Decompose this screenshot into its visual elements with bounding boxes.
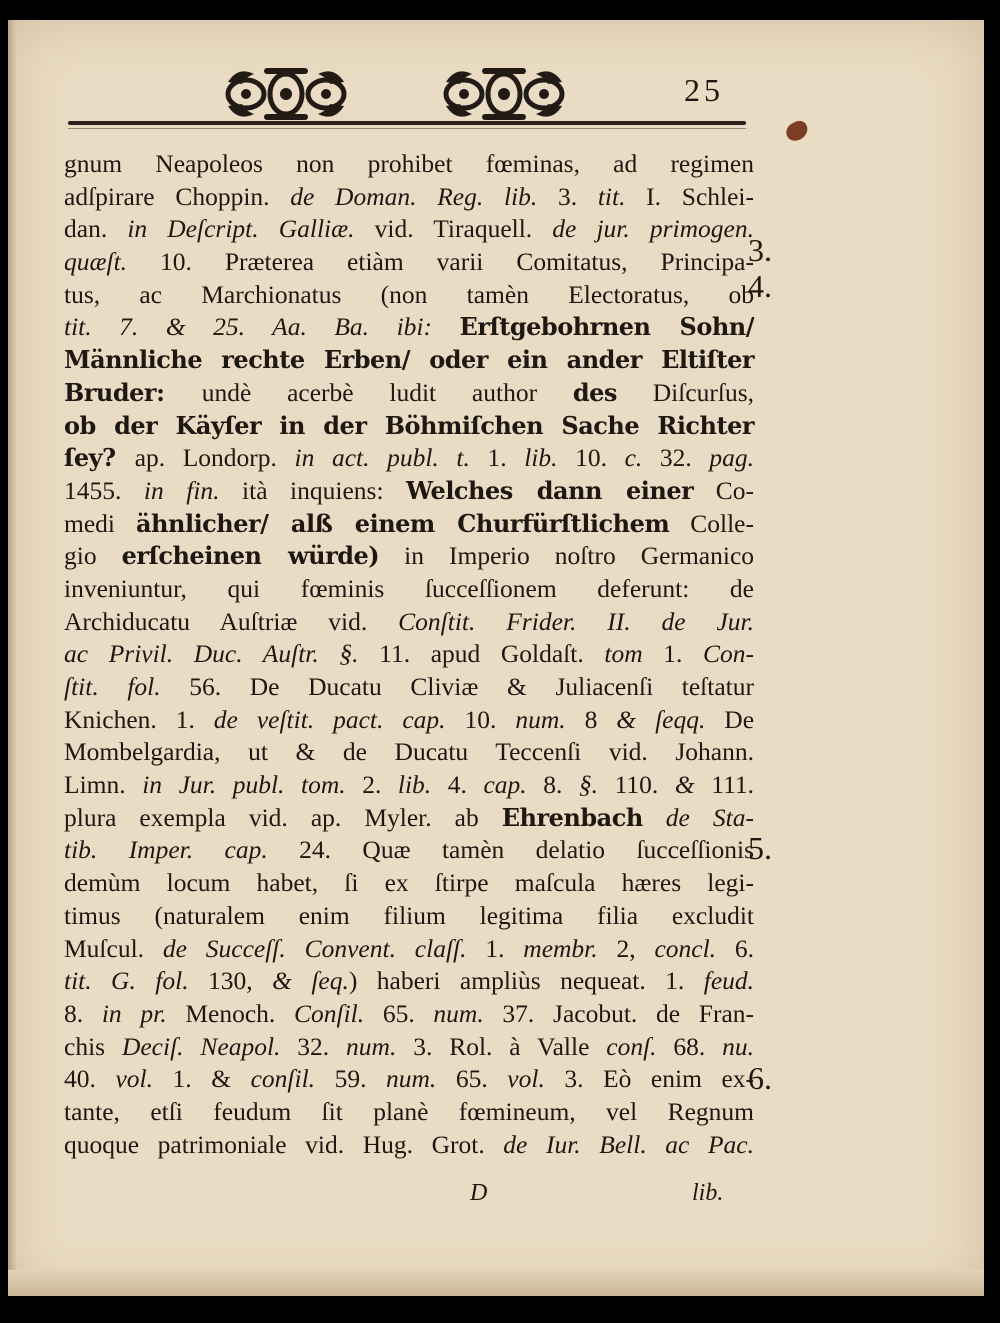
catchword: lib. <box>692 1180 724 1206</box>
text-segment: 110. <box>598 770 675 800</box>
text-segment: ità inquiens: <box>219 475 407 505</box>
text-segment: 32. <box>280 1031 347 1061</box>
text-line <box>64 802 754 835</box>
text-line <box>64 1031 754 1064</box>
text-segment: 4. <box>431 770 484 800</box>
text-segment: tante, etſi feudum ſit planè fœmineum, vel Regnum <box>64 1096 754 1126</box>
fraktur-segment: Bruder: <box>64 377 202 407</box>
italic-segment: & <box>674 770 695 800</box>
italic-segment: de Doman. Reg. lib. <box>290 181 538 211</box>
text-segment: 2, <box>597 933 655 963</box>
italic-segment: ac Privil. Duc. Auſtr. §. <box>64 639 359 669</box>
text-segment: 1. <box>642 639 703 669</box>
text-segment: 10. <box>557 443 625 473</box>
text-line <box>64 867 754 900</box>
text-segment: 1. <box>469 443 525 473</box>
text-segment: 3. Rol. à Valle <box>396 1031 607 1061</box>
text-segment: Muſcul. <box>64 933 163 963</box>
fraktur-segment: erſcheinen würde) <box>121 541 380 571</box>
text-line <box>64 933 754 966</box>
text-segment: 10. <box>445 704 516 734</box>
italic-segment: num. <box>346 1031 397 1061</box>
text-segment: 130, <box>188 966 273 996</box>
text-line <box>64 769 754 802</box>
text-line <box>64 1129 754 1162</box>
signature-mark: D <box>470 1180 488 1206</box>
book-page <box>8 20 984 1296</box>
fraktur-segment: ähnlicher/ alß einem Churfürſtlichem <box>136 508 670 538</box>
text-line <box>64 573 754 606</box>
fraktur-segment: ſey? <box>64 443 135 473</box>
text-line <box>64 540 754 573</box>
text-segment: 8 <box>565 704 617 734</box>
text-segment: 65. <box>436 1064 508 1094</box>
italic-segment: pag. <box>709 443 754 473</box>
italic-segment: in Deſcript. Galliæ. <box>127 214 355 244</box>
italic-segment: vol. <box>507 1064 545 1094</box>
ink-blot <box>783 118 811 144</box>
text-line <box>64 606 754 639</box>
italic-segment: feud. <box>703 966 755 996</box>
text-segment: 68. <box>656 1031 723 1061</box>
italic-segment: in fin. <box>143 475 220 505</box>
fraktur-segment: ob der Käyſer in der Böhmiſchen Sache Richter <box>64 410 754 440</box>
text-line <box>64 181 754 214</box>
italic-segment: conſ. <box>606 1031 657 1061</box>
text-line <box>64 736 754 769</box>
header-rule <box>68 121 746 125</box>
text-line <box>64 965 754 998</box>
italic-segment: cap. <box>483 770 527 800</box>
italic-segment: membr. <box>523 933 598 963</box>
text-segment: Colle- <box>669 508 754 538</box>
text-segment: 2. <box>345 770 398 800</box>
text-segment: 1455. <box>64 475 144 505</box>
text-line <box>64 279 754 312</box>
text-line <box>64 671 754 704</box>
italic-segment: Conſtit. Frider. II. de Jur. <box>398 606 754 636</box>
text-line <box>64 508 754 541</box>
text-line <box>64 704 754 737</box>
italic-segment: de Iur. Bell. ac Pac. <box>503 1129 754 1159</box>
body-text <box>64 148 754 1161</box>
text-line <box>64 442 754 475</box>
text-line <box>64 311 754 344</box>
text-segment: Limn. <box>64 770 143 800</box>
italic-segment: quæſt. <box>64 247 128 277</box>
text-segment: 65. <box>364 998 434 1028</box>
margin-note-3: 3. <box>748 232 772 268</box>
italic-segment: nu. <box>722 1031 755 1061</box>
text-segment: ap. Londorp. <box>134 443 295 473</box>
text-segment: 8. <box>526 770 579 800</box>
italic-segment: tom <box>604 639 643 669</box>
text-line <box>64 998 754 1031</box>
text-segment: in Imperio noſtro Germanico <box>379 541 755 571</box>
text-segment: tus, ac Marchionatus (non tamèn Electoratus, ob <box>64 279 754 309</box>
text-segment: dan. <box>64 214 128 244</box>
header-rule-thin <box>68 128 746 129</box>
text-segment: 56. De Ducatu Cliviæ & Juliacenſi teſtatur <box>160 672 754 701</box>
fraktur-segment: des <box>572 377 617 407</box>
italic-segment: tit. 7. & 25. Aa. Ba. ibi: <box>64 312 460 342</box>
italic-segment: Con- <box>703 639 754 669</box>
text-line <box>64 148 754 181</box>
italic-segment: conſil. <box>250 1064 316 1094</box>
italic-segment: de Succeſſ. Convent. claſſ. <box>162 933 467 963</box>
text-segment: Menoch. <box>166 998 294 1028</box>
text-segment: gio <box>64 541 122 571</box>
printer-ornament-right-icon <box>442 62 566 126</box>
text-line <box>64 1063 754 1096</box>
text-segment: inveniuntur, qui fœminis ſucceſſionem deferunt: de <box>64 573 754 603</box>
text-segment: 40. <box>64 1064 116 1094</box>
text-segment: chis <box>64 1031 122 1061</box>
italic-segment: c. <box>624 443 643 473</box>
italic-segment: lib. <box>524 443 558 473</box>
page-binding-edge <box>8 20 16 1296</box>
italic-segment: ſtit. fol. <box>64 672 161 701</box>
text-line <box>64 213 754 246</box>
italic-segment: & ſeqq. <box>616 704 706 734</box>
italic-segment: concl. <box>654 933 717 963</box>
fraktur-segment: Welches dann einer <box>406 475 694 505</box>
text-segment: Co- <box>693 475 754 505</box>
text-line <box>64 475 754 508</box>
italic-segment: vol. <box>115 1064 153 1094</box>
text-segment: 24. Quæ tamèn delatio ſucceſſionis <box>267 835 755 865</box>
italic-segment: de Sta- <box>642 802 754 832</box>
text-line <box>64 834 754 867</box>
text-segment: undè acerbè ludit author <box>201 377 573 407</box>
text-segment: 32. <box>642 443 710 473</box>
text-segment: plura exempla vid. ap. Myler. ab <box>64 802 502 832</box>
italic-segment: in pr. <box>101 998 167 1028</box>
text-segment: 11. apud Goldaſt. <box>358 639 605 669</box>
text-line <box>64 1096 754 1129</box>
text-segment: demùm locum habet, ſi ex ſtirpe maſcula hæres legi- <box>64 868 754 898</box>
text-segment: 37. Jacobut. de Fran- <box>483 998 755 1028</box>
italic-segment: lib. <box>397 770 432 800</box>
italic-segment: tit. G. fol. <box>64 966 189 996</box>
text-segment: 3. Eò enim ex- <box>544 1064 755 1094</box>
italic-segment: Conſil. <box>293 998 365 1028</box>
text-line <box>64 344 754 377</box>
italic-segment: & ſeq. <box>272 966 349 996</box>
page-number: 25 <box>684 72 724 108</box>
italic-segment: §. <box>578 770 599 800</box>
text-line <box>64 377 754 410</box>
text-line <box>64 900 754 933</box>
text-segment: ) haberi ampliùs nequeat. 1. <box>348 966 704 996</box>
printer-ornament-left-icon <box>224 62 348 126</box>
italic-segment: num. <box>386 1064 437 1094</box>
italic-segment: num. <box>515 704 566 734</box>
text-segment: 1. <box>466 933 524 963</box>
text-segment: I. Schlei- <box>625 181 754 211</box>
text-segment: Mombelgardia, ut & de Ducatu Teccenſi vid. Johann. <box>64 737 754 767</box>
italic-segment: tit. <box>597 181 626 211</box>
text-segment: 1. & <box>152 1064 251 1094</box>
text-segment: Knichen. 1. <box>64 704 214 734</box>
italic-segment: num. <box>433 998 484 1028</box>
text-segment: 111. <box>694 770 755 800</box>
italic-segment: de jur. primogen. <box>552 214 755 244</box>
text-segment: medi <box>64 508 136 538</box>
text-line <box>64 246 754 279</box>
text-segment: 3. <box>537 181 598 211</box>
italic-segment: in act. publ. t. <box>294 443 470 473</box>
text-line <box>64 410 754 443</box>
italic-segment: tib. Imper. cap. <box>64 835 268 865</box>
text-segment: 6. <box>716 933 755 963</box>
text-segment: vid. Tiraquell. <box>354 214 553 244</box>
margin-note-5: 5. <box>748 830 772 866</box>
text-segment: timus (naturalem enim filium legitima filia excludit <box>64 900 754 930</box>
italic-segment: Deciſ. Neapol. <box>121 1031 281 1061</box>
text-segment: quoque patrimoniale vid. Hug. Grot. <box>64 1129 504 1159</box>
italic-segment: in Jur. publ. tom. <box>142 770 346 800</box>
margin-note-6: 6. <box>748 1060 772 1096</box>
text-line <box>64 638 754 671</box>
page-bottom-edge <box>8 1270 984 1296</box>
italic-segment: de veſtit. pact. cap. <box>213 704 446 734</box>
fraktur-segment: Ehrenbach <box>501 802 643 832</box>
fraktur-segment: Erſtgebohrnen Sohn/ <box>459 312 754 342</box>
text-segment: 10. Præterea etiàm varii Comitatus, Principa- <box>127 247 754 277</box>
text-segment: adſpirare Choppin. <box>64 181 291 211</box>
text-segment: 59. <box>315 1064 387 1094</box>
text-segment: 8. <box>64 998 102 1028</box>
margin-note-4: 4. <box>748 268 772 304</box>
text-segment: gnum Neapoleos non prohibet fœminas, ad regimen <box>64 149 754 178</box>
text-segment: De <box>705 704 755 734</box>
text-segment: Archiducatu Auſtriæ vid. <box>64 606 399 636</box>
fraktur-segment: Männliche rechte Erben/ oder ein ander Eltiſter <box>64 345 754 375</box>
text-segment: Diſcurſus, <box>616 377 755 407</box>
